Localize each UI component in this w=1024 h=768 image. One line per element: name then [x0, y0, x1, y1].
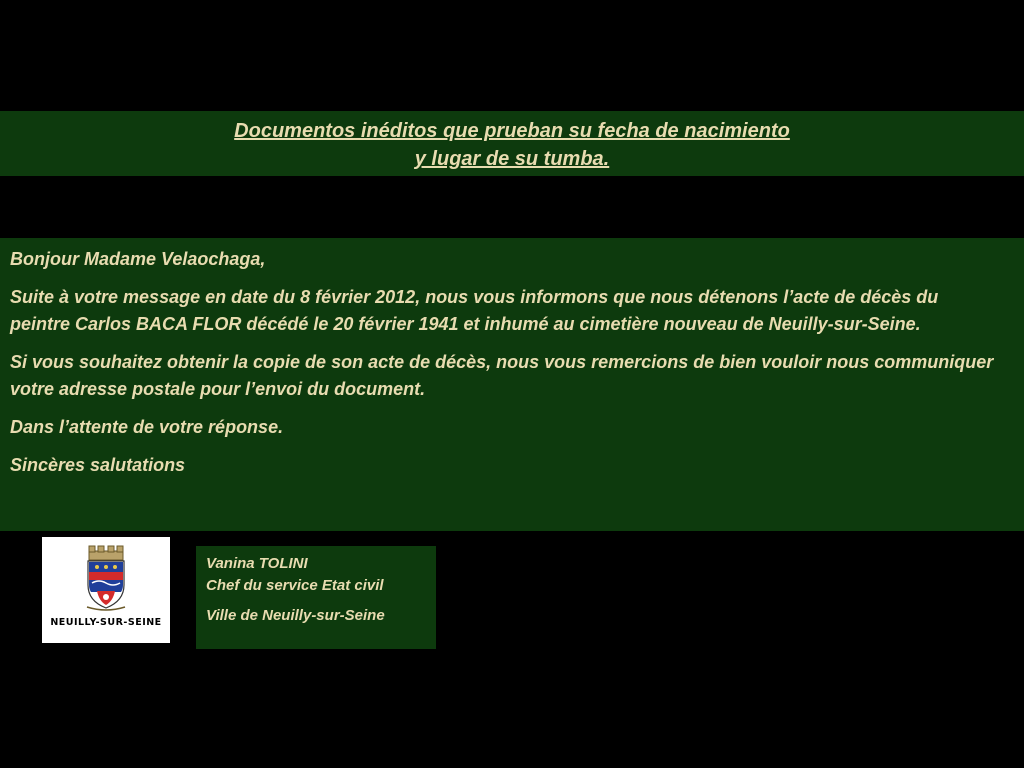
signature-role: Chef du service Etat civil — [206, 577, 384, 594]
title-line-2: y lugar de su tumba. — [414, 148, 610, 170]
signature-organization: Ville de Neuilly-sur-Seine — [206, 607, 385, 624]
logo-text: NEUILLY-SUR-SEINE — [50, 617, 162, 628]
title-line-1: Documentos inéditos que prueban su fecha de nacimiento — [234, 120, 790, 142]
signature-block — [196, 546, 436, 649]
letter-paragraph-1: Suite à votre message en date du 8 février 2012, nous vous informons que nous détenons l’acte de décès du peintre Carlos BACA FLOR décédé le 20 février 1941 et inhumé au cimetière nouveau de Neuilly-sur-Seine. — [10, 287, 939, 334]
signature-name: Vanina TOLINI — [206, 555, 308, 572]
title-banner — [0, 111, 1024, 176]
coat-of-arms-icon — [83, 545, 129, 611]
letter-closing: Sincères salutations — [10, 455, 186, 475]
letter-greeting: Bonjour Madame Velaochaga, — [10, 249, 266, 269]
letter-paragraph-3: Dans l’attente de votre réponse. — [10, 417, 284, 437]
city-logo — [42, 537, 170, 643]
letter-body — [0, 238, 1024, 531]
letter-paragraph-2: Si vous souhaitez obtenir la copie de son acte de décès, nous vous remercions de bien vouloir nous communiquer votre adresse postale pour l’envoi du document. — [10, 352, 994, 399]
